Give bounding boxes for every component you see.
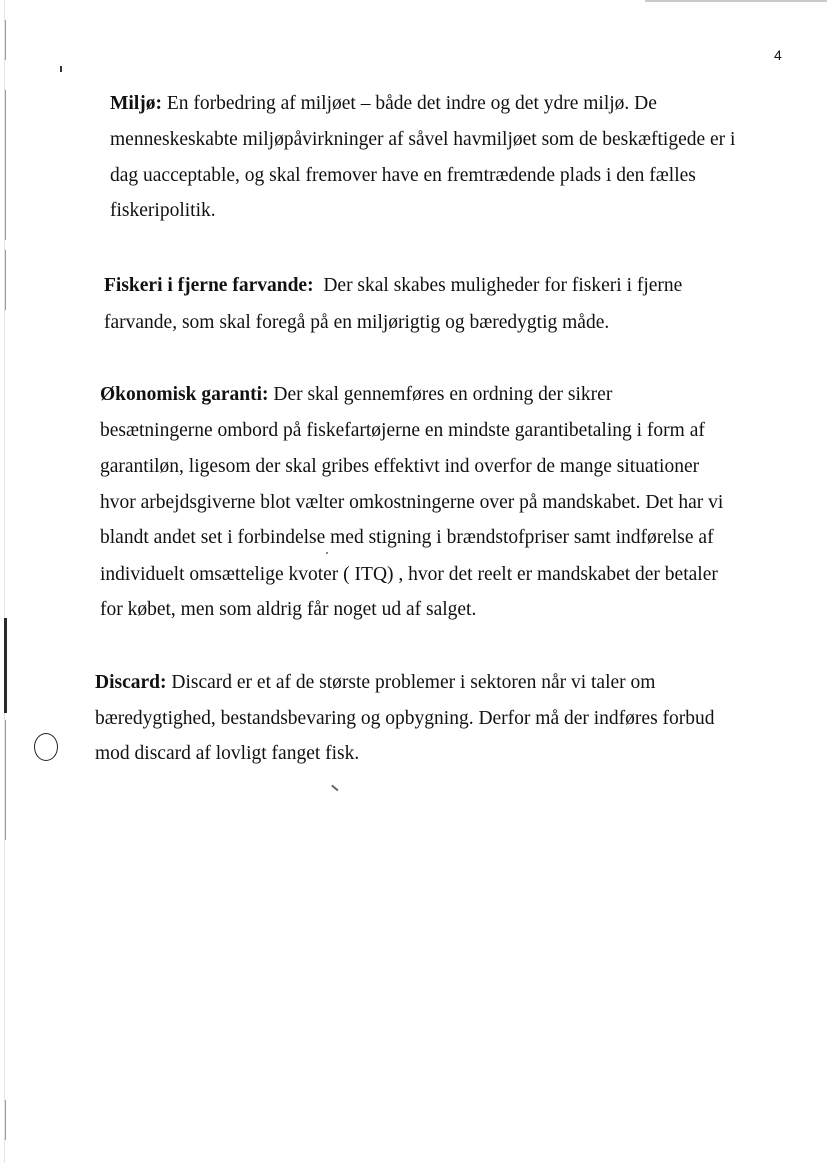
scan-edge-top [645,0,827,2]
paragraph-text: Der skal gennemføres en ordning der sikrer [273,384,613,405]
paragraph-line [95,671,655,695]
paragraph-text: Discard er et af de største problemer i sektoren når vi taler om [171,672,656,693]
scan-speck [331,785,338,791]
scan-speck [60,66,62,72]
paragraph-line: dag uacceptable, og skal fremover have en fremtrædende plads i den fælles [110,165,696,186]
paragraph-line: menneskeskabte miljøpåvirkninger af såvel havmiljøet som de beskæftigede er i [110,129,736,150]
paragraph-line: besætningerne ombord på fiskefartøjerne en mindste garantibetaling i form af [100,420,705,441]
paragraph-line [100,383,612,407]
paragraph-text: En forbedring af miljøet – både det indre og det ydre miljø. De [166,93,657,114]
paragraph-line: mod discard af lovligt fanget fisk. [95,743,360,764]
page-number: 4 [774,47,782,63]
paragraph-line: fiskeripolitik. [110,200,216,221]
punch-hole-circle [34,733,58,761]
paragraph-line: hvor arbejdsgiverne blot vælter omkostningerne over på mandskabet. Det har vi [100,492,724,513]
scan-speck [326,552,328,554]
scan-mark-dark [4,618,7,713]
scan-mark [5,20,6,60]
section-heading: Fiskeri i fjerne farvande: [104,275,314,296]
scan-mark [5,250,6,310]
section-heading: Økonomisk garanti: [100,384,269,405]
paragraph-line: blandt andet set i forbindelse med stigning i brændstofpriser samt indførelse af [100,527,714,548]
paragraph-line: farvande, som skal foregå på en miljørigtig og bæredygtig måde. [104,312,610,333]
paragraph-text: Der skal skabes muligheder for fiskeri i fjerne [323,275,683,296]
paragraph-line: for købet, men som aldrig får noget ud af salget. [100,599,477,620]
scan-mark [5,1100,6,1140]
paragraph-line [104,274,682,298]
paragraph-line: garantiløn, ligesom der skal gribes effektivt ind overfor de mange situationer [100,456,700,477]
section-heading: Discard: [95,672,167,693]
paragraph-line: individuelt omsættelige kvoter ( ITQ) , hvor det reelt er mandskabet der betaler [100,564,718,585]
scan-mark [5,720,6,840]
paragraph-line [110,92,657,116]
scan-mark [5,90,6,240]
paragraph-line: bæredygtighed, bestandsbevaring og opbygning. Derfor må der indføres forbud [95,708,715,729]
section-heading: Miljø: [110,93,162,114]
